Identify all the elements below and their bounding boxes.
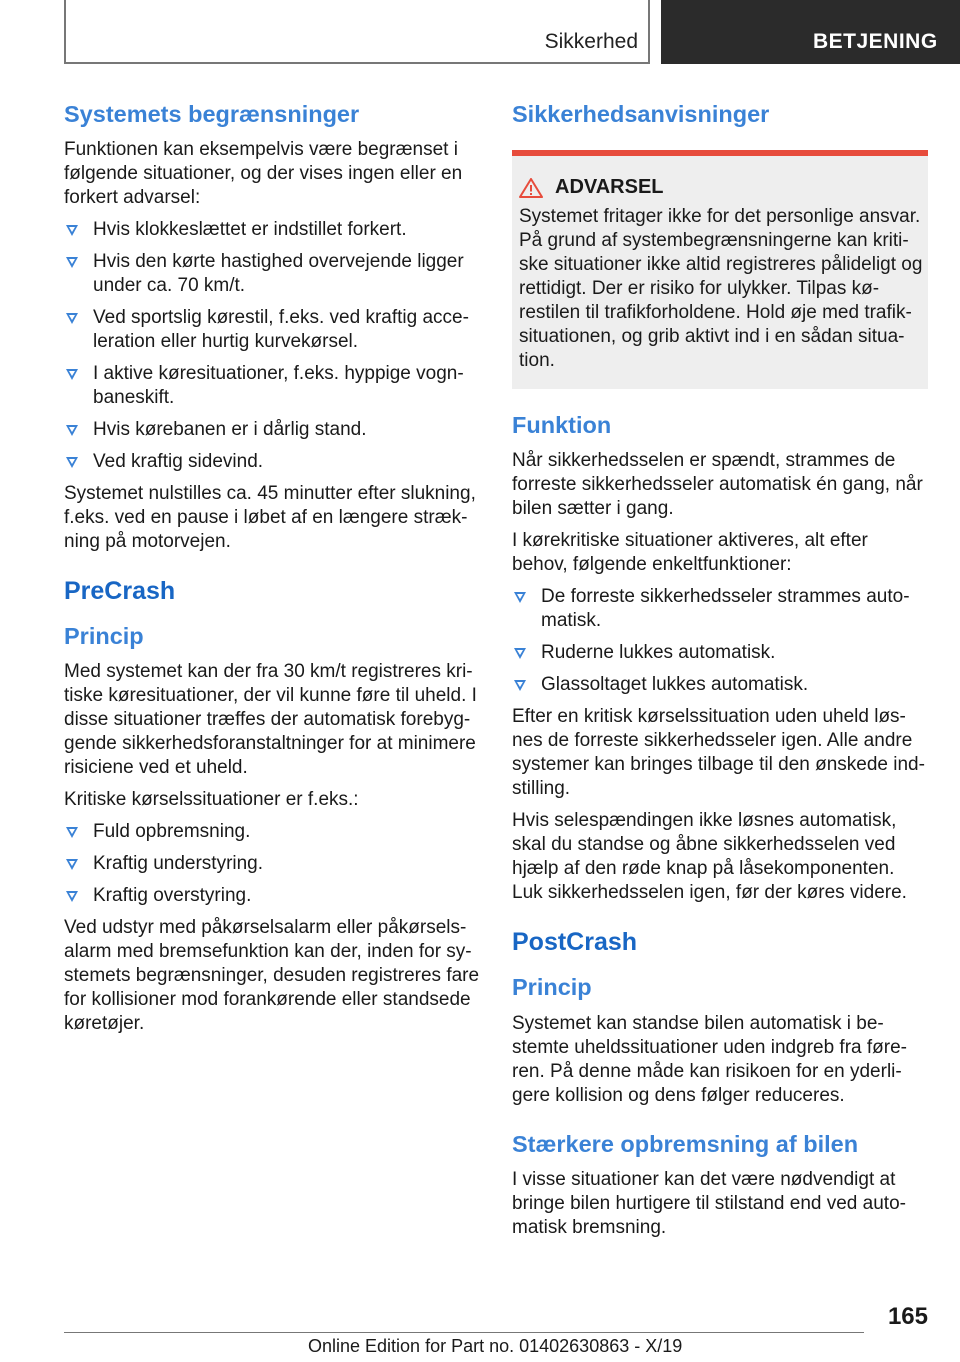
heading-princip: Princip <box>64 623 144 650</box>
warning-text: Systemet fritager ikke for det personlige ansvar. På grund af systembegrænsningerne kan kriti-ske situationer ikke altid registreres pålideligt og rettidigt. Der er risiko for ulykker. Tilpas kø-restilen til trafikforholdene. Hold øje med trafik-situationen, og grib aktivt ind i en sådan situa-tion. <box>519 206 923 372</box>
list-item: Kraftig overstyring. <box>64 884 480 908</box>
paragraph: Kritiske kørselssituationer er f.eks.: <box>64 789 359 811</box>
list-item: Fuld opbremsning. <box>64 820 480 844</box>
triangle-bullet-icon <box>66 313 78 324</box>
paragraph: Ved udstyr med påkørselsalarm eller påkørsels-alarm med bremsefunktion kan der, inden for sy-stemets begrænsninger, desuden registreres fare for kollisioner mod forankørende eller standsede køretøjer. <box>64 917 480 1035</box>
footer-edition: Online Edition for Part no. 01402630863 - X/19 <box>308 1336 683 1356</box>
paragraph: Når sikkerhedsselen er spændt, strammes de forreste sikkerhedsseler automatisk én gang, når bilen sætter i gang. <box>512 450 923 520</box>
list-item: Ved kraftig sidevind. <box>64 450 480 474</box>
heading-funktion: Funktion <box>512 412 612 439</box>
paragraph: Funktionen kan eksempelvis være begrænset i følgende situationer, og der vises ingen eller en forkert advarsel: <box>64 139 463 209</box>
list-item: Ved sportslig kørestil, f.eks. ved kraftig acce-leration eller hurtig kurvekørsel. <box>64 306 480 354</box>
list-item: Hvis den kørte hastighed overvejende ligger under ca. 70 km/t. <box>64 250 480 298</box>
triangle-bullet-icon <box>66 859 78 870</box>
page-number: 165 <box>887 1303 928 1330</box>
heading-staerkere-opbremsning: Stærkere opbremsning af bilen <box>512 1130 859 1157</box>
header-chapter-tab <box>661 0 960 64</box>
warning-title: ADVARSEL <box>519 176 928 199</box>
funktion-list <box>512 585 928 697</box>
paragraph: I kørekritiske situationer aktiveres, alt efter behov, følgende enkeltfunktioner: <box>512 530 868 576</box>
list-item: De forreste sikkerhedsseler strammes auto-matisk. <box>512 585 928 633</box>
header-section-title: Sikkerhed <box>544 30 638 53</box>
triangle-bullet-icon <box>66 827 78 838</box>
right-column <box>512 100 928 1248</box>
triangle-bullet-icon <box>66 425 78 436</box>
chapter-label: BETJENING <box>813 30 938 53</box>
heading-precrash: PreCrash <box>64 577 176 606</box>
triangle-bullet-icon <box>514 648 526 659</box>
paragraph: I visse situationer kan det være nødvendigt at bringe bilen hurtigere til stilstand end ved auto-matisk bremsning. <box>512 1168 906 1238</box>
triangle-bullet-icon <box>66 457 78 468</box>
warning-triangle-icon <box>519 178 543 198</box>
heading-princip: Princip <box>512 974 592 1001</box>
paragraph: Systemet kan standse bilen automatisk i be-stemte uheldssituationer uden indgreb fra føre-ren. På denne måde kan risikoen for en yderli-gere kollision og dens følger reduceres. <box>512 1012 907 1106</box>
limits-list <box>64 218 480 474</box>
list-item: Hvis klokkeslættet er indstillet forkert. <box>64 218 480 242</box>
heading-sikkerhedsanvisninger: Sikkerhedsanvisninger <box>512 101 770 127</box>
left-column <box>64 100 480 1044</box>
triangle-bullet-icon <box>66 257 78 268</box>
list-item: Kraftig understyring. <box>64 852 480 876</box>
warning-box <box>512 150 928 389</box>
triangle-bullet-icon <box>66 369 78 380</box>
critical-list <box>64 820 480 908</box>
paragraph: Systemet nulstilles ca. 45 minutter efter slukning, f.eks. ved en pause i løbet af en længere stræk-ning på motorvejen. <box>64 483 476 553</box>
paragraph: Hvis selespændingen ikke løsnes automatisk, skal du standse og åbne sikkerhedsselen ved hjælp af den røde knap på låsekomponenten. Luk sikkerhedsselen igen, før der køres videre. <box>512 810 907 904</box>
list-item: Hvis kørebanen er i dårlig stand. <box>64 418 480 442</box>
list-item: Ruderne lukkes automatisk. <box>512 641 928 665</box>
triangle-bullet-icon <box>514 680 526 691</box>
paragraph: Med systemet kan der fra 30 km/t registreres kri-tiske køresituationer, der vil kunne føre til uheld. I disse situationer træffes der automatisk forebyg-gende sikkerhedsforanstaltninger for at minimere risiciene ved et uheld. <box>64 661 477 779</box>
triangle-bullet-icon <box>66 891 78 902</box>
heading-systemets-begraensninger: Systemets begrænsninger <box>64 101 360 127</box>
heading-postcrash: PostCrash <box>512 928 638 957</box>
paragraph: Efter en kritisk kørselssituation uden uheld løs-nes de forreste sikkerhedsseler igen. Alle andre systemer kan bringes tilbage til den ønskede ind-stilling. <box>512 706 925 800</box>
list-item: I aktive køresituationer, f.eks. hyppige vogn-baneskift. <box>64 362 480 410</box>
triangle-bullet-icon <box>66 225 78 236</box>
triangle-bullet-icon <box>514 592 526 603</box>
list-item: Glassoltaget lukkes automatisk. <box>512 673 928 697</box>
footer-divider <box>64 1332 864 1333</box>
